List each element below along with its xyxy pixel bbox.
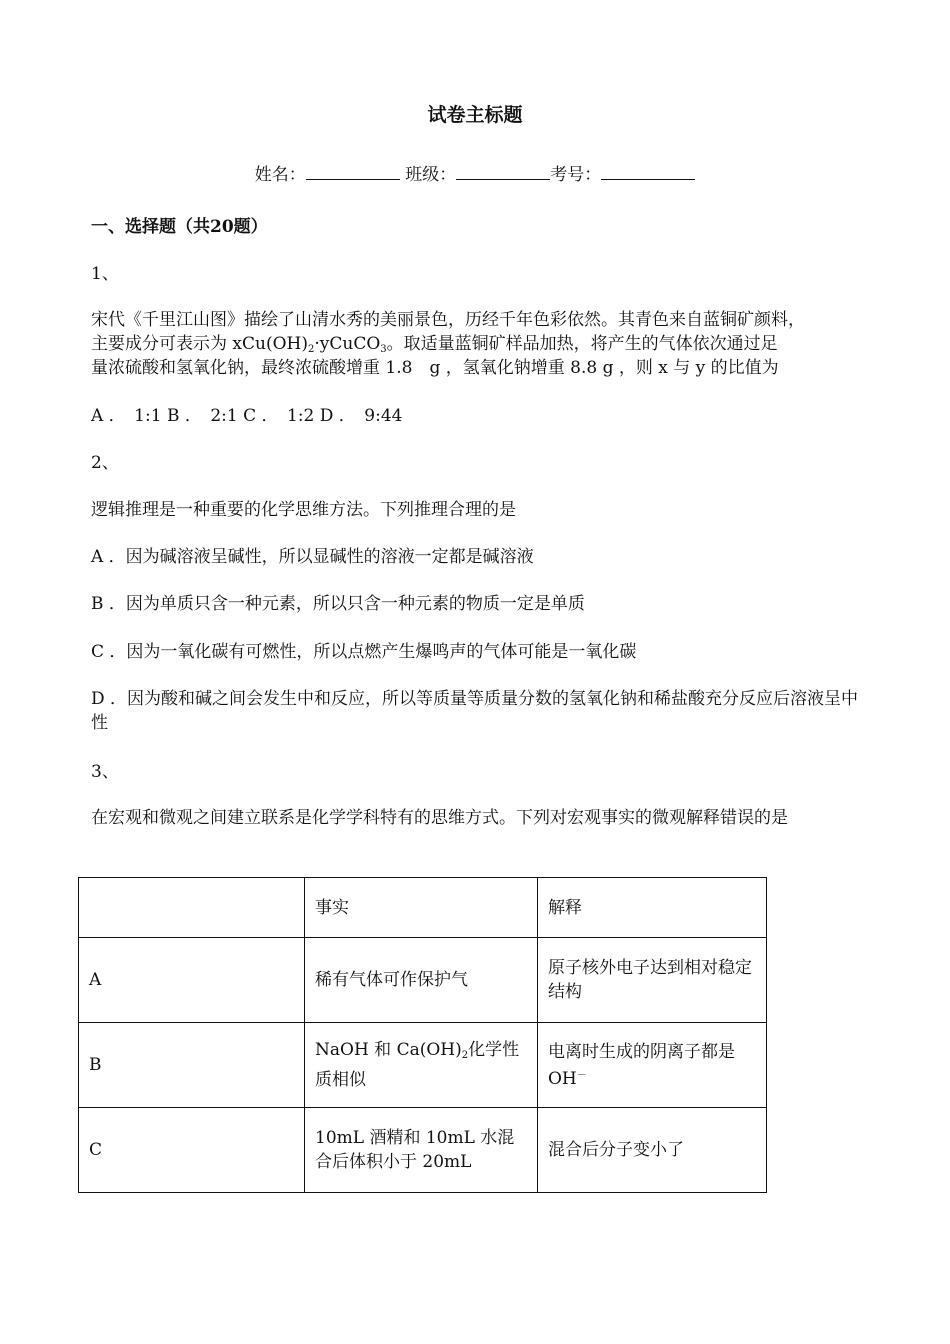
exam-no-blank[interactable] [601,164,695,180]
question-2-option-a: A ．因为碱溶液呈碱性，所以显碱性的溶液一定都是碱溶液 [91,547,534,567]
table-header-cell [79,878,305,938]
question-3-stem: 在宏观和微观之间建立联系是化学学科特有的思维方式。下列对宏观事实的微观解释错误的是 [91,808,788,828]
table-row-label: A [79,938,305,1023]
table-header-cell: 事实 [305,878,538,938]
student-info-line [0,160,950,185]
exam-no-label: 考号： [550,165,602,185]
question-3-number: 3、 [91,762,119,782]
table-row-label: B [79,1023,305,1108]
question-1-stem-line2: 主要成分可表示为 $xCu(OH)_2\cdot yCuCO_3$。取适量蓝铜矿样品加热，将产生的气体依次通过足 [91,334,778,355]
question-2-option-c: C ．因为一氧化碳有可燃性，所以点燃产生爆鸣声的气体可能是一氧化碳 [91,642,637,662]
question-1-options: A ． 1:1 B ． 2:1 C ． 1:2 D ． 9:44 [91,406,403,426]
question-1-number: 1、 [91,264,119,284]
table-row-label: C [79,1108,305,1193]
table-row [79,938,767,1023]
name-blank[interactable] [306,164,400,180]
question-1-stem-line3: 量浓硫酸和氢氧化钠，最终浓硫酸增重 1.8 g ，氢氧化钠增重 8.8 g ，则 x 与 y 的比值为 [91,358,779,378]
table-header-cell: 解释 [538,878,767,938]
question-2-option-d: D ．因为酸和碱之间会发生中和反应，所以等质量等质量分数的氢氧化钠和稀盐酸充分反应后溶液呈中性 [91,689,859,733]
table-header-row [79,878,767,938]
class-label: 班级： [405,165,457,185]
question-3-table [78,877,767,1193]
table-row [79,1108,767,1193]
table-cell-fact: 10mL 酒精和 10mL 水混合后体积小于 20mL [305,1108,538,1193]
section-title: 一、选择题（共20题） [91,217,268,237]
question-2-number: 2、 [91,453,119,473]
table-cell-fact: NaOH 和 $Ca(OH)_2$化学性质相似 [305,1023,538,1108]
class-blank[interactable] [456,164,550,180]
question-2-stem: 逻辑推理是一种重要的化学思维方法。下列推理合理的是 [91,500,516,520]
table-cell-explanation: 混合后分子变小了 [538,1108,767,1193]
name-label: 姓名： [254,165,306,185]
table-cell-explanation: 电离时生成的阴离子都是 OH－ [538,1023,767,1108]
question-2-option-b: B ．因为单质只含一种元素，所以只含一种元素的物质一定是单质 [91,594,585,614]
exam-title: 试卷主标题 [427,104,523,126]
table-row [79,1023,767,1108]
table-cell-explanation: 原子核外电子达到相对稳定结构 [538,938,767,1023]
question-1-stem-line1: 宋代《千里江山图》描绘了山清水秀的美丽景色，历经千年色彩依然。其青色来自蓝铜矿颜料， [91,310,805,330]
table-cell-fact: 稀有气体可作保护气 [305,938,538,1023]
